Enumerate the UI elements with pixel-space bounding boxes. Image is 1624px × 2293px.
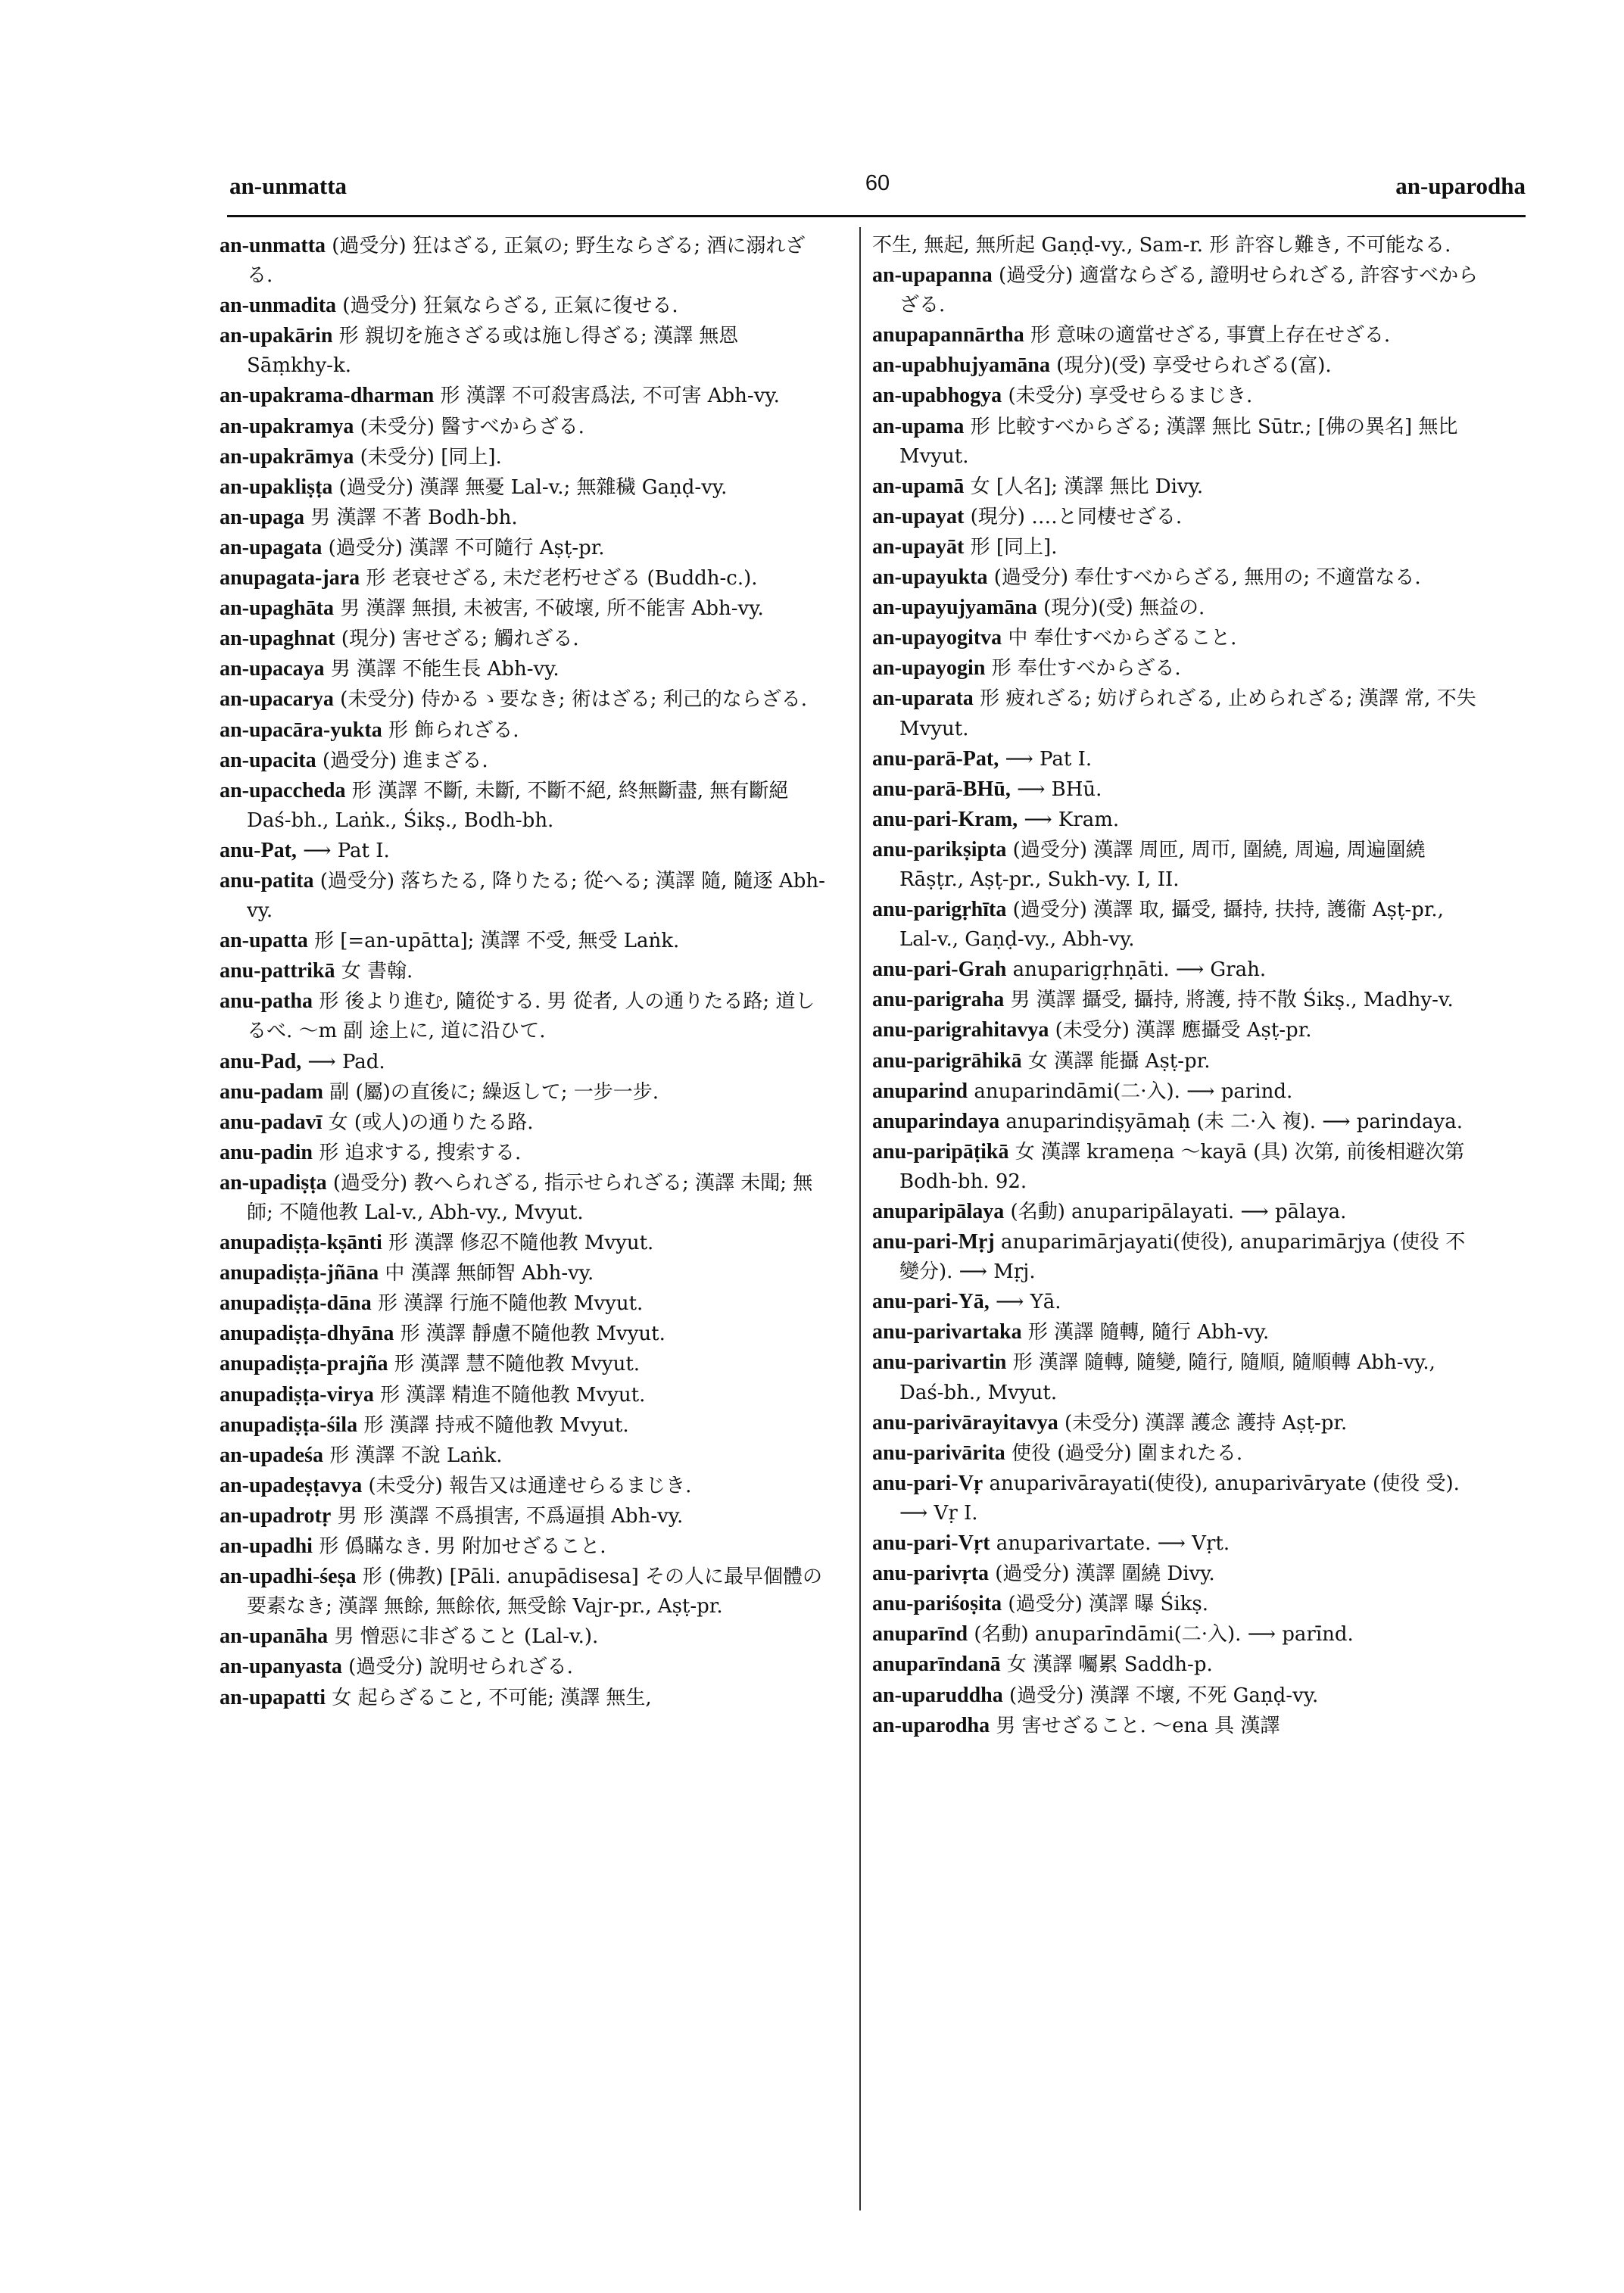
entry-definition: (未受分) 漢譯 應攝受 Aṣṭ-pr. [1049, 1019, 1312, 1042]
entry-headword: an-upaghāta [220, 597, 334, 621]
dictionary-entry [872, 381, 1482, 411]
dictionary-entry [872, 805, 1482, 835]
entry-definition: 女 (或人)の通りたる路. [322, 1111, 534, 1134]
dictionary-entry [872, 623, 1482, 653]
entry-definition: 中 奉仕すべからざること. [1002, 627, 1237, 650]
entry-headword: an-uparuddha [872, 1683, 1003, 1707]
header-right-guideword: an-uparodha [1395, 173, 1526, 199]
dictionary-entry [220, 715, 830, 746]
dictionary-entry [220, 684, 830, 715]
entry-definition: ⟶ Pat I. [296, 839, 390, 862]
entry-definition: (過受分) 適當ならざる, 證明せられざる, 許容すべからざる. [899, 264, 1479, 317]
entry-headword: anu-Pad, [220, 1049, 302, 1073]
entry-headword: anu-parivārita [872, 1441, 1005, 1465]
dictionary-entry [220, 1531, 830, 1562]
dictionary-entry [220, 594, 830, 624]
entry-headword: anupagata-jara [220, 566, 360, 590]
dictionary-entry [220, 563, 830, 594]
entry-headword: anupadiṣṭa-dhyāna [220, 1322, 394, 1346]
entry-headword: anupadiṣṭa-śila [220, 1413, 358, 1437]
page-header [229, 173, 1526, 206]
entry-headword: anu-parivartaka [872, 1320, 1022, 1344]
entry-definition: (現分) 害せざる; 觸れざる. [335, 628, 579, 651]
dictionary-entry [872, 1287, 1482, 1317]
entry-headword: an-upayujyamāna [872, 596, 1037, 620]
dictionary-entry [220, 1501, 830, 1531]
entry-definition: 形 (佛教) [Pāli. anupādisesa] その人に最早個體の要素なき; 漢譯 無餘, 無餘依, 無受餘 Vajr-pr., Aṣṭ-pr. [247, 1566, 822, 1618]
entry-definition: 形 追求する, 搜索する. [312, 1141, 522, 1164]
entry-definition: 男 漢譯 不能生長 Abh-vy. [324, 658, 560, 681]
entry-headword: an-upayogin [872, 656, 986, 681]
dictionary-entry [872, 532, 1482, 562]
entry-definition: 不生, 無起, 無所起 Gaṇḍ-vy., Sam-r. 形 許容し難き, 不可能なる. [872, 234, 1451, 257]
entry-headword: anu-parivartin [872, 1351, 1007, 1375]
entry-definition: (未受分) 報告又は通達せらるまじき. [362, 1474, 692, 1497]
entry-definition: (過受分) 漢譯 不壞, 不死 Gaṇḍ-vy. [1002, 1684, 1319, 1707]
entry-headword: anupadiṣṭa-kṣānti [220, 1231, 382, 1255]
entry-headword: an-upapanna [872, 263, 993, 288]
entry-headword: anupadiṣṭa-dāna [220, 1291, 372, 1316]
entry-definition: 形 奉仕すべからざる. [985, 657, 1181, 681]
entry-definition: (現分)(受) 無益の. [1036, 597, 1205, 620]
dictionary-entry [872, 955, 1482, 985]
entry-definition: 形 疲れざる; 妨げられざる, 止められざる; 漢譯 常, 不失 Mvyut. [899, 687, 1476, 740]
entry-headword: anu-patita [220, 868, 314, 893]
entry-definition: 形 比較すべからざる; 漢譯 無比 Sūtr.; [佛の異名] 無比 Mvyut. [899, 415, 1458, 468]
dictionary-entry [872, 653, 1482, 684]
entry-definition: 副 (屬)の直後に; 繰返して; 一步一步. [323, 1080, 659, 1104]
entry-headword: an-unmatta [220, 234, 326, 257]
dictionary-entry [872, 1197, 1482, 1227]
entry-definition: (過受分) 漢譯 不可隨行 Aṣṭ-pr. [322, 536, 605, 559]
dictionary-entry [872, 684, 1482, 743]
entry-headword: an-upabhujyamāna [872, 354, 1050, 378]
dictionary-entry [872, 1650, 1482, 1680]
entry-headword: an-upayāt [872, 534, 965, 559]
entry-definition: 形 後より進む, 隨從する. 男 從者, 人の通りたる路; 道しるべ. ～m 副 途上に, 道に沿ひて. [247, 990, 815, 1043]
dictionary-entry [872, 1408, 1482, 1438]
dictionary-entry [220, 1683, 830, 1713]
entry-definition: anuparivartate. ⟶ Vṛt. [990, 1532, 1230, 1556]
entry-definition: 形 漢譯 修忍不隨他教 Mvyut. [382, 1232, 654, 1255]
entry-headword: anu-padavī [220, 1110, 323, 1134]
entry-headword: an-upanāha [220, 1625, 329, 1649]
entry-definition: 形 漢譯 慧不隨他教 Mvyut. [388, 1353, 641, 1376]
entry-headword: an-upaccheda [220, 778, 346, 802]
entry-headword: anu-Pat, [220, 838, 297, 862]
entry-definition: 形 漢譯 不可殺害爲法, 不可害 Abh-vy. [434, 385, 780, 408]
entry-headword: anu-pattrikā [220, 959, 335, 983]
entry-headword: anu-parikṣipta [872, 837, 1007, 861]
dictionary-entry [872, 1681, 1482, 1711]
entry-headword: an-upadrotṛ [220, 1503, 332, 1528]
entry-headword: anu-pari-Mṛj [872, 1230, 995, 1254]
entry-headword: anuparīndanā [872, 1653, 1001, 1677]
dictionary-entry [220, 442, 830, 472]
entry-definition: (過受分) 漢譯 取, 攝受, 攝持, 扶持, 護衞 Aṣṭ-pr., Lal-v., Gaṇḍ-vy., Abh-vy. [899, 899, 1444, 952]
dictionary-entry [220, 1319, 830, 1349]
entry-definition: (未受分) 醫すべからざる. [354, 415, 584, 438]
dictionary-entry [872, 895, 1482, 955]
entry-definition: (過受分) 漢譯 周匝, 周帀, 圍繞, 周遍, 周遍圍繞 Rāṣṭr., Aṣṭ-pr., Sukh-vy. I, II. [899, 838, 1426, 891]
dictionary-entry [220, 1562, 830, 1622]
entry-headword: anu-padam [220, 1080, 323, 1104]
entry-definition: 形 親切を施さざる或は施し得ざる; 漢譯 無恩 Sāṃkhy-k. [247, 325, 739, 378]
entry-definition: 形 僞瞞なき. 男 附加せざること. [312, 1535, 606, 1559]
header-left-guideword: an-unmatta [229, 173, 348, 199]
entry-definition: ⟶ Pat I. [999, 747, 1093, 771]
dictionary-entry [872, 1347, 1482, 1407]
entry-definition: 形 漢譯 精進不隨他教 Mvyut. [373, 1383, 646, 1407]
entry-definition: anuparigṛhṇāti. ⟶ Grah. [1006, 958, 1267, 982]
entry-headword: anu-parigrahitavya [872, 1018, 1049, 1042]
dictionary-entry [220, 381, 830, 411]
entry-definition: (未受分) 侍かるゝ要なき; 術はざる; 利己的ならざる. [333, 688, 808, 712]
dictionary-entry [220, 1077, 830, 1108]
entry-headword: an-upatta [220, 929, 308, 953]
entry-headword: an-upakārin [220, 324, 333, 348]
entry-headword: anuparīnd [872, 1622, 968, 1647]
dictionary-entry [872, 472, 1482, 502]
dictionary-entry [220, 321, 830, 381]
dictionary-entry [220, 1108, 830, 1138]
entry-headword: anupadiṣṭa-virya [220, 1382, 374, 1407]
entry-headword: an-upadeśa [220, 1443, 323, 1467]
dictionary-entry [872, 231, 1482, 260]
entry-definition: 女 [人名]; 漢譯 無比 Divy. [964, 475, 1204, 498]
entry-definition: 女 漢譯 krameṇa ～kayā (具) 次第, 前後相避次第 Bodh-bh. 92. [899, 1140, 1465, 1193]
dictionary-entry [220, 746, 830, 776]
entry-headword: an-upagata [220, 535, 323, 559]
column-divider [859, 227, 861, 2210]
entry-headword: an-upacaya [220, 657, 325, 681]
entry-headword: an-uparata [872, 687, 974, 711]
entry-definition: (過受分) 落ちたる, 降りたる; 從へる; 漢譯 隨, 隨逐 Abh-vy. [247, 869, 825, 923]
dictionary-entry [220, 533, 830, 563]
dictionary-entry [872, 1107, 1482, 1137]
left-column [220, 231, 830, 2229]
dictionary-entry [872, 562, 1482, 593]
entry-definition: 男 害せざること. ～ena 具 漢譯 [990, 1714, 1280, 1737]
entry-definition: (未受分) 享受せらるまじき. [1002, 385, 1253, 408]
entry-headword: anu-pari-Kram, [872, 807, 1018, 831]
entry-definition: 女 書翰. [335, 960, 413, 983]
entry-headword: an-unmadita [220, 294, 337, 318]
entry-headword: an-upayukta [872, 565, 988, 590]
entry-definition: (過受分) 漢譯 曝 Śikṣ. [1002, 1593, 1208, 1616]
entry-definition: (過受分) 漢譯 圍繞 Divy. [989, 1562, 1215, 1586]
dictionary-entry [220, 1471, 830, 1501]
entry-definition: (過受分) 狂氣ならざる, 正氣に復せる. [336, 294, 678, 318]
entry-definition: 形 意味の適當せざる, 事實上存在せざる. [1024, 324, 1391, 347]
entry-headword: anu-pariśoṣita [872, 1592, 1002, 1616]
entry-definition: 男 漢譯 不著 Bodh-bh. [304, 506, 518, 529]
dictionary-entry [872, 1137, 1482, 1197]
entry-definition: 使役 (過受分) 圍まれたる. [1005, 1441, 1243, 1465]
dictionary-entry [220, 1380, 830, 1410]
dictionary-entry [872, 1711, 1482, 1741]
entry-headword: anupapannārtha [872, 323, 1024, 347]
dictionary-entry [220, 1138, 830, 1168]
entry-definition: anuparivārayati(使役), anuparivāryate (使役 受). ⟶ Vṛ I. [899, 1472, 1460, 1525]
entry-headword: an-upacita [220, 748, 316, 772]
dictionary-entry [220, 1349, 830, 1379]
entry-headword: anu-pari-Vṛ [872, 1471, 983, 1495]
dictionary-entry [220, 1258, 830, 1288]
entry-definition: (過受分) 說明せられざる. [341, 1656, 573, 1679]
dictionary-entry [220, 1047, 830, 1077]
entry-headword: an-uparodha [872, 1713, 990, 1737]
dictionary-entry [220, 654, 830, 684]
right-column [872, 231, 1482, 2229]
dictionary-entry [872, 744, 1482, 774]
entry-headword: an-upaghnat [220, 627, 335, 651]
dictionary-entry [872, 593, 1482, 623]
entry-definition: 女 漢譯 囑累 Saddh-p. [1000, 1653, 1213, 1677]
entry-definition: ⟶ BHū. [1010, 777, 1102, 801]
dictionary-entry [872, 1438, 1482, 1469]
entry-headword: an-upadeṣṭavya [220, 1473, 363, 1497]
entry-definition: 女 漢譯 能攝 Aṣṭ-pr. [1021, 1049, 1211, 1073]
entry-headword: an-upaga [220, 505, 305, 529]
entry-definition: 男 漢譯 無損, 未被害, 不破壞, 所不能害 Abh-vy. [333, 597, 764, 621]
entry-definition: (現分)(受) 享受せられざる(富). [1049, 354, 1332, 378]
entry-definition: 男 形 漢譯 不爲損害, 不爲逼損 Abh-vy. [331, 1504, 684, 1528]
page-number: 60 [865, 171, 890, 195]
dictionary-entry [220, 231, 830, 291]
entry-headword: anu-parivārayitavya [872, 1410, 1058, 1435]
entry-headword: anu-parivṛta [872, 1562, 989, 1586]
entry-headword: anu-pari-Vṛt [872, 1531, 990, 1556]
dictionary-entry [872, 1227, 1482, 1287]
entry-definition: 男 憎惡に非ざること (Lal-v.). [328, 1625, 599, 1649]
dictionary-entry [872, 320, 1482, 350]
dictionary-entry [872, 1015, 1482, 1045]
entry-definition: anuparindāmi(二·入). ⟶ parind. [968, 1080, 1293, 1103]
entry-headword: an-upakrāmya [220, 444, 354, 469]
entry-headword: an-upama [872, 414, 965, 438]
entry-headword: an-upanyasta [220, 1655, 342, 1679]
dictionary-entry [872, 260, 1482, 320]
entry-headword: anu-pari-Grah [872, 958, 1007, 982]
dictionary-entry [872, 835, 1482, 895]
entry-definition: 形 老衰せざる, 未だ老朽せざる (Buddh-c.). [360, 567, 758, 590]
dictionary-entry [220, 1622, 830, 1652]
entry-definition: (現分) ‥‥と同棲せざる. [964, 505, 1183, 528]
dictionary-entry [872, 1046, 1482, 1076]
dictionary-entry [220, 836, 830, 866]
entry-headword: anu-parigraha [872, 988, 1005, 1012]
dictionary-entry [220, 412, 830, 442]
dictionary-entry [872, 412, 1482, 472]
dictionary-entry [220, 291, 830, 321]
dictionary-entry [220, 503, 830, 533]
entry-headword: anupadiṣṭa-prajña [220, 1352, 388, 1376]
entry-headword: anu-paripāṭikā [872, 1139, 1009, 1164]
entry-headword: an-upayogitva [872, 626, 1002, 650]
dictionary-entry [872, 1469, 1482, 1528]
dictionary-entry [220, 1652, 830, 1682]
dictionary-entry [220, 1228, 830, 1258]
entry-headword: an-upabhogya [872, 384, 1002, 408]
entry-definition: (未受分) 漢譯 護念 護持 Aṣṭ-pr. [1058, 1411, 1348, 1435]
dictionary-entry [872, 502, 1482, 532]
dictionary-entry [220, 1441, 830, 1471]
dictionary-entry [872, 1528, 1482, 1559]
entry-headword: anu-padin [220, 1140, 313, 1164]
entry-headword: anupadiṣṭa-jñāna [220, 1261, 379, 1285]
entry-definition: 男 漢譯 攝受, 攝持, 將護, 持不散 Śikṣ., Madhy-v. [1004, 989, 1454, 1012]
dictionary-entry [220, 926, 830, 956]
entry-headword: an-upakrama-dharman [220, 384, 435, 408]
entry-headword: anu-parigṛhīta [872, 898, 1007, 922]
entry-definition: 形 漢譯 靜慮不隨他教 Mvyut. [394, 1323, 665, 1346]
dictionary-entry [220, 776, 830, 836]
entry-definition: ⟶ Yā. [989, 1291, 1061, 1314]
entry-definition: 形 漢譯 持戒不隨他教 Mvyut. [357, 1413, 629, 1437]
entry-headword: anuparipālaya [872, 1200, 1005, 1223]
dictionary-entry [872, 1559, 1482, 1589]
entry-definition: 形 漢譯 隨轉, 隨行 Abh-vy. [1021, 1321, 1270, 1344]
entry-headword: an-upayat [872, 504, 965, 528]
entry-definition: 形 [同上]. [964, 535, 1058, 559]
dictionary-entry [220, 866, 830, 926]
dictionary-entry [872, 350, 1482, 381]
dictionary-entry [220, 986, 830, 1046]
entry-definition: 女 起らざること, 不可能; 漢譯 無生, [326, 1686, 652, 1709]
entry-definition: anuparindiṣyāmaḥ (未 二·入 複). ⟶ parindaya. [999, 1110, 1463, 1133]
entry-headword: an-upadiṣṭa [220, 1170, 327, 1195]
entry-definition: (過受分) 教へられざる, 指示せられざる; 漢譯 未聞; 無師; 不隨他教 Lal-v., Abh-vy., Mvyut. [247, 1171, 813, 1224]
dictionary-entry [220, 1288, 830, 1319]
entry-headword: an-upakliṣṭa [220, 475, 333, 499]
header-rule [227, 215, 1526, 217]
entry-headword: an-upadhi-śeṣa [220, 1565, 357, 1589]
dictionary-entry [220, 1410, 830, 1441]
entry-headword: an-upadhi [220, 1534, 313, 1559]
entry-definition: 形 漢譯 行施不隨他教 Mvyut. [371, 1292, 644, 1316]
entry-definition: (過受分) 漢譯 無憂 Lal-v.; 無雜穢 Gaṇḍ-vy. [332, 475, 728, 499]
entry-headword: anu-parigrāhikā [872, 1048, 1022, 1073]
entry-definition: 形 [=an-upātta]; 漢譯 不受, 無受 Laṅk. [307, 930, 680, 953]
entry-definition: (過受分) 進まざる. [316, 749, 488, 772]
entry-headword: an-upamā [872, 474, 965, 498]
dictionary-entry [220, 1168, 830, 1228]
entry-definition: (名動) anuparīndāmi(二·入). ⟶ parīnd. [968, 1623, 1354, 1647]
entry-headword: anuparind [872, 1079, 968, 1103]
entry-headword: anu-parā-Pat, [872, 746, 999, 771]
dictionary-entry [220, 956, 830, 986]
dictionary-entry [872, 774, 1482, 805]
entry-definition: anuparimārjayati(使役), anuparimārjya (使役 不變分). ⟶ Mṛj. [899, 1231, 1466, 1284]
dictionary-entry [872, 1076, 1482, 1107]
dictionary-entry [220, 624, 830, 654]
entry-definition: (未受分) [同上]. [354, 445, 502, 469]
entry-definition: ⟶ Kram. [1018, 808, 1120, 831]
entry-definition: (過受分) 奉仕すべからざる, 無用の; 不適當なる. [987, 566, 1421, 590]
entry-headword: an-upacāra-yukta [220, 718, 382, 742]
dictionary-entry [220, 472, 830, 503]
entry-headword: anu-parā-BHū, [872, 777, 1011, 801]
entry-definition: ⟶ Pad. [301, 1050, 385, 1073]
entry-definition: (名動) anuparipālayati. ⟶ pālaya. [1004, 1201, 1347, 1223]
dictionary-entry [872, 985, 1482, 1015]
entry-definition: 形 漢譯 不斷, 未斷, 不斷不絕, 終無斷盡, 無有斷絕 Daś-bh., Laṅk., Śikṣ., Bodh-bh. [247, 779, 789, 832]
entry-definition: 形 漢譯 隨轉, 隨變, 隨行, 隨順, 隨順轉 Abh-vy., Daś-bh., Mvyut. [899, 1351, 1435, 1404]
dictionary-entry [872, 1619, 1482, 1650]
entry-headword: anu-pari-Yā, [872, 1290, 990, 1314]
entry-headword: an-upacarya [220, 687, 334, 712]
entry-definition: 形 漢譯 不說 Laṅk. [323, 1444, 503, 1467]
entry-definition: 中 漢譯 無師智 Abh-vy. [379, 1262, 594, 1285]
entry-headword: an-upapatti [220, 1685, 326, 1709]
entry-definition: 形 飾られざる. [382, 718, 519, 742]
entry-definition: (過受分) 狂はざる, 正氣の; 野生ならざる; 酒に溺れざる. [247, 235, 806, 288]
entry-headword: anuparindaya [872, 1109, 1000, 1133]
entry-headword: anu-patha [220, 989, 313, 1014]
dictionary-entry [872, 1589, 1482, 1619]
dictionary-entry [872, 1317, 1482, 1347]
entry-headword: an-upakramya [220, 414, 354, 438]
